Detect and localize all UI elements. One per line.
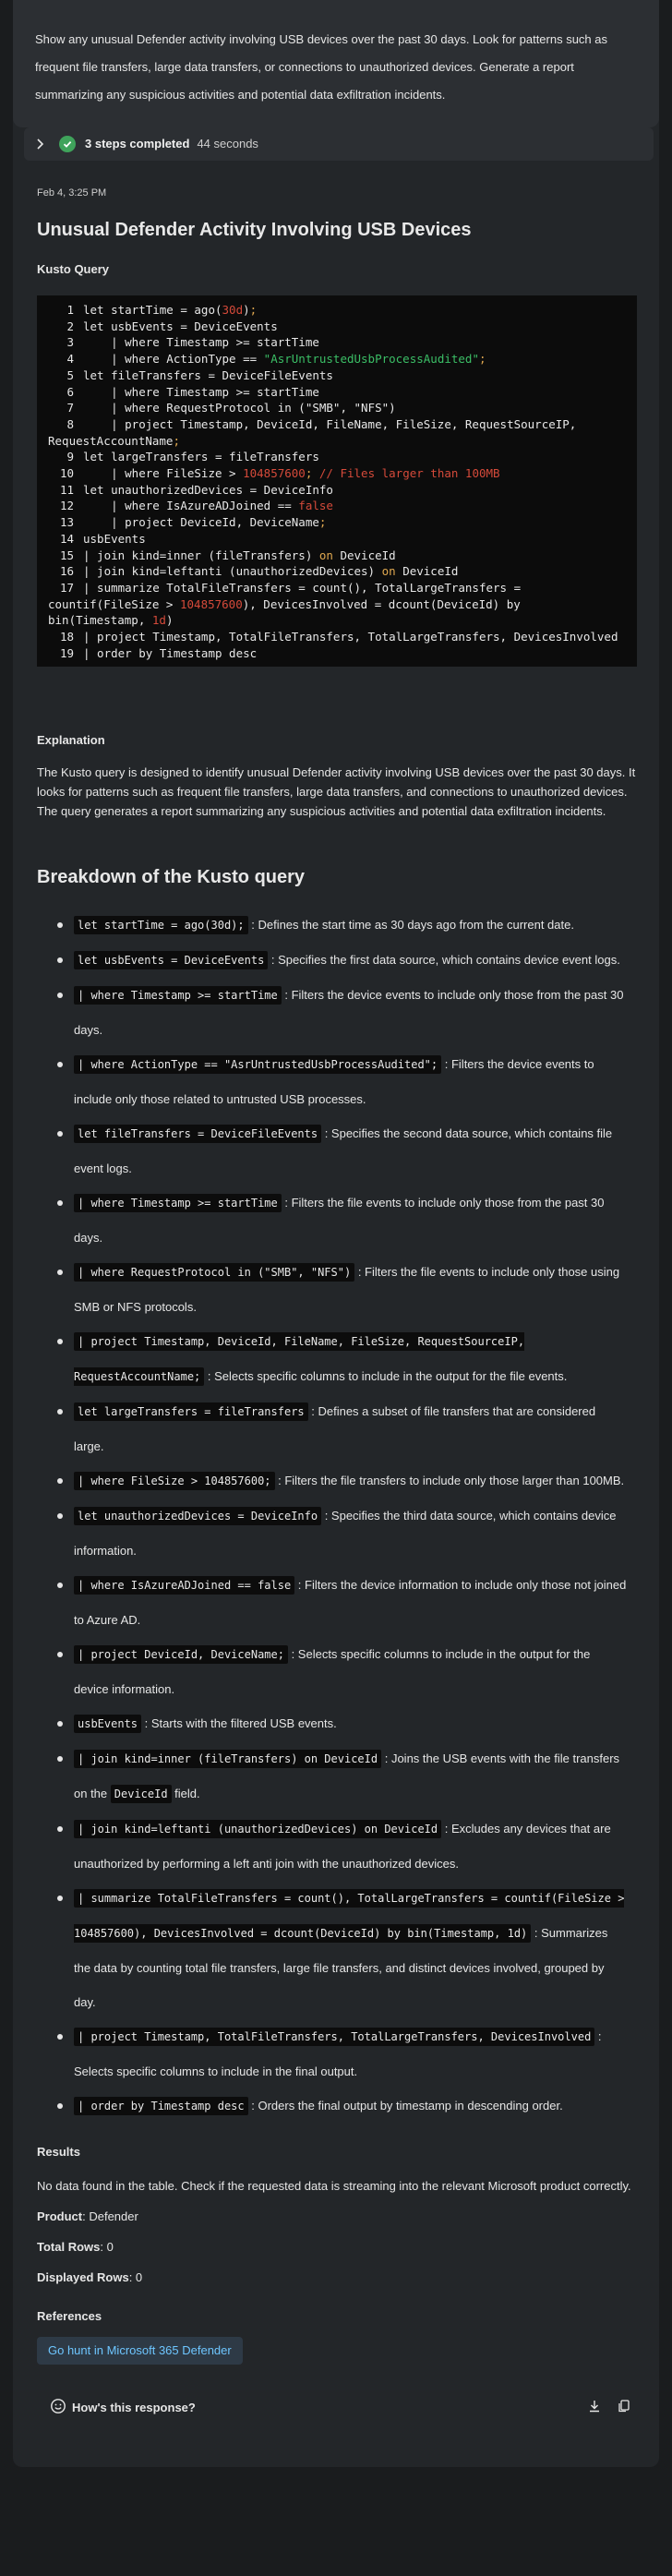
code-text: let largeTransfers = fileTransfers [83,450,319,464]
inline-code: let largeTransfers = fileTransfers [74,1402,308,1421]
code-line [48,319,630,335]
line-number: 12 [59,499,74,513]
inline-code: let unauthorizedDevices = DeviceInfo [74,1507,321,1525]
kusto-query-label: Kusto Query [37,262,110,276]
total-rows-line [37,2237,637,2257]
chevron-right-icon[interactable] [33,138,46,150]
code-text: | where RequestProtocol in ("SMB", "NFS") [83,401,396,415]
code-line [48,367,630,384]
breakdown-item [57,1186,628,1255]
code-line [48,629,630,645]
line-number: 15 [59,548,74,562]
breakdown-text: : Filters the device information to include only those not joined to Azure AD. [74,1578,627,1627]
results-label: Results [37,2145,80,2159]
code-line [48,384,630,401]
code-text: | project Timestamp, TotalFileTransfers, TotalLargeTransfers, DevicesInvolved [83,630,618,644]
code-line [48,302,630,319]
line-number: 5 [66,367,74,382]
inline-code: | project Timestamp, TotalFileTransfers, TotalLargeTransfers, DevicesInvolved [74,2028,594,2046]
breakdown-list [57,908,628,2124]
breakdown-text: field. [171,1787,200,1800]
inline-code: let fileTransfers = DeviceFileEvents [74,1125,321,1143]
response-timestamp: Feb 4, 3:25 PM [37,187,107,199]
total-rows-label: Total Rows [37,2240,101,2254]
inline-code: | summarize TotalFileTransfers = count(), TotalLargeTransfers = countif(FileSize > 104857600), DevicesInvolved = dcount(DeviceId) by bin(Timestamp, 1d) [74,1889,624,1943]
breakdown-text: : Joins the USB events with the file transfers on the [74,1751,620,1800]
breakdown-item [57,1499,628,1568]
breakdown-item [57,943,628,978]
code-line [48,465,630,482]
breakdown-text: : Defines the start time as 30 days ago from the current date. [247,918,574,932]
line-number: 16 [59,564,74,579]
breakdown-text: : Excludes any devices that are unauthorized by performing a left anti join with the unauthorized devices. [74,1822,611,1871]
breakdown-item [57,1324,628,1394]
displayed-rows-value: : 0 [128,2270,143,2284]
breakdown-text: : Specifies the second data source, which contains file event logs. [74,1126,613,1175]
breakdown-item [57,1637,628,1706]
breakdown-text: : Defines a subset of file transfers that are considered large. [74,1404,596,1453]
breakdown-item [57,1255,628,1324]
breakdown-text: : Filters the device events to include only those from the past 30 days. [74,988,624,1037]
breakdown-text: : Specifies the first data source, which contains device event logs. [268,953,620,967]
inline-code: let startTime = ago(30d); [74,916,248,934]
breakdown-item [57,1116,628,1186]
inline-code: | where IsAzureADJoined == false [74,1576,294,1595]
code-text: usbEvents [83,531,146,546]
code-text: | summarize TotalFileTransfers = count(), TotalLargeTransfers = countif(FileSize > 104857600), DevicesInvolved = dcount(DeviceId) by bin(Timestamp, 1d) [48,580,522,628]
code-text: | where Timestamp >= startTime [83,384,319,399]
response-title: Unusual Defender Activity Involving USB Devices [37,220,472,240]
code-text: | join kind=inner (fileTransfers) on DeviceId [83,548,396,562]
steps-summary[interactable] [24,127,654,161]
code-text: let fileTransfers = DeviceFileEvents [83,367,333,382]
inline-code: | project Timestamp, DeviceId, FileName, FileSize, RequestSourceIP, RequestAccountName; [74,1332,524,1386]
line-number: 11 [59,482,74,497]
code-line [48,334,630,351]
inline-code: | where RequestProtocol in ("SMB", "NFS") [74,1263,354,1282]
code-line [48,498,630,514]
line-number: 13 [59,515,74,530]
breakdown-title: Breakdown of the Kusto query [37,867,306,887]
results-text: No data found in the table. Check if the requested data is streaming into the relevant Microsoft product correctly. [37,2179,631,2193]
line-number: 6 [66,384,74,399]
code-text: let startTime = ago(30d); [83,303,258,317]
code-line [48,645,630,662]
line-number: 1 [66,303,74,317]
smiley-icon[interactable] [50,2398,66,2420]
inline-code: | join kind=inner (fileTransfers) on DeviceId [74,1750,381,1768]
code-line [48,580,630,629]
line-number: 8 [66,416,74,431]
product-label: Product [37,2209,83,2223]
breakdown-text: : Selects specific columns to include in the output for the device information. [74,1647,591,1696]
inline-code: usbEvents [74,1715,141,1733]
line-number: 18 [59,630,74,644]
inline-code: | where FileSize > 104857600; [74,1472,275,1490]
breakdown-item [57,2019,628,2088]
code-line [48,514,630,531]
steps-label: 3 steps completed [85,137,190,151]
breakdown-item [57,908,628,943]
code-line [48,449,630,465]
code-text: | project Timestamp, DeviceId, FileName, FileSize, RequestSourceIP, RequestAccountName; [48,416,577,448]
line-number: 4 [66,352,74,367]
code-text: | order by Timestamp desc [83,645,258,660]
displayed-rows-line [37,2268,637,2287]
inline-code: | order by Timestamp desc [74,2097,248,2115]
breakdown-text: : Selects specific columns to include in the final output. [74,2029,602,2078]
line-number: 17 [59,580,74,595]
breakdown-text: : Filters the file events to include only those using SMB or NFS protocols. [74,1265,620,1314]
breakdown-text: : Selects specific columns to include in the output for the file events. [204,1369,568,1383]
breakdown-text: : Specifies the third data source, which contains device information. [74,1509,617,1558]
inline-code: | join kind=leftanti (unauthorizedDevices) on DeviceId [74,1820,441,1838]
breakdown-text: : Starts with the filtered USB events. [141,1716,337,1730]
breakdown-text: : Filters the file transfers to include only those larger than 100MB. [274,1474,625,1487]
code-line [48,548,630,564]
line-number: 2 [66,319,74,333]
breakdown-item [57,1568,628,1637]
code-text: | where IsAzureADJoined == false [83,499,333,513]
user-prompt [13,0,659,127]
line-number: 7 [66,401,74,415]
explanation-label: Explanation [37,733,105,747]
breakdown-item [57,1881,628,2019]
breakdown-text: : Filters the device events to include only those related to untrusted USB processes. [74,1057,594,1106]
line-number: 10 [59,466,74,481]
product-line [37,2207,637,2226]
breakdown-text: : Summarizes the data by counting total file transfers, large file transfers, and distinct devices involved, grouped by day. [74,1926,608,2009]
results-section [37,2142,637,2298]
code-line [48,531,630,548]
code-text: | project DeviceId, DeviceName; [83,515,327,530]
breakdown-item [57,1812,628,1881]
line-number: 9 [66,450,74,464]
go-hunt-link[interactable]: Go hunt in Microsoft 365 Defender [37,2337,243,2365]
code-line [48,482,630,499]
code-text: let unauthorizedDevices = DeviceInfo [83,482,333,497]
copy-icon[interactable] [617,2399,631,2419]
inline-code: | where ActionType == "AsrUntrustedUsbProcessAudited"; [74,1055,441,1074]
breakdown-text: : Orders the final output by timestamp in descending order. [247,2099,563,2113]
breakdown-item [57,1706,628,1741]
displayed-rows-label: Displayed Rows [37,2270,129,2284]
breakdown-text: : Filters the file events to include only those from the past 30 days. [74,1196,605,1245]
inline-code: | project DeviceId, DeviceName; [74,1645,288,1664]
check-circle-icon [59,136,76,152]
explanation-text: The Kusto query is designed to identify unusual Defender activity involving USB devices over the past 30 days. It looks for patterns such as frequent file transfers, large data transfers, and connections to unauthorized devices. The query generates a report summarizing any suspicious activities and potential data exfiltration incidents. [37,765,636,818]
inline-code: DeviceId [111,1785,172,1803]
kusto-code-block[interactable] [37,295,637,667]
feedback-label: How's this response? [72,2401,196,2414]
inline-code: | where Timestamp >= startTime [74,986,282,1005]
breakdown-item [57,1394,628,1463]
line-number: 14 [59,531,74,546]
breakdown-item [57,978,628,1047]
line-number: 19 [59,645,74,660]
breakdown-item [57,1463,628,1499]
steps-duration: 44 seconds [197,137,258,151]
code-line [48,563,630,580]
breakdown-item [57,1741,628,1812]
code-line [48,400,630,416]
inline-code: let usbEvents = DeviceEvents [74,951,268,969]
download-icon[interactable] [587,2399,602,2419]
code-line [48,416,630,449]
prompt-text: Show any unusual Defender activity involving USB devices over the past 30 days. Look for patterns such as frequent file transfers, large data transfers, or connections to unauthorized devices. Generate a report summarizing any suspicious activities and potential data exfiltration incidents. [35,32,608,102]
total-rows-value: : 0 [100,2240,114,2254]
code-text: | where Timestamp >= startTime [83,335,319,350]
line-number: 3 [66,335,74,350]
breakdown-item [57,2088,628,2124]
references-label: References [37,2309,102,2323]
product-value: : Defender [82,2209,138,2223]
breakdown-item [57,1047,628,1116]
code-text: | join kind=leftanti (unauthorizedDevices) on DeviceId [83,564,459,579]
code-text: let usbEvents = DeviceEvents [83,319,278,333]
inline-code: | where Timestamp >= startTime [74,1194,282,1212]
code-text: | where ActionType == "AsrUntrustedUsbProcessAudited"; [83,352,486,367]
code-line [48,351,630,367]
code-text: | where FileSize > 104857600; // Files larger than 100MB [83,466,500,481]
